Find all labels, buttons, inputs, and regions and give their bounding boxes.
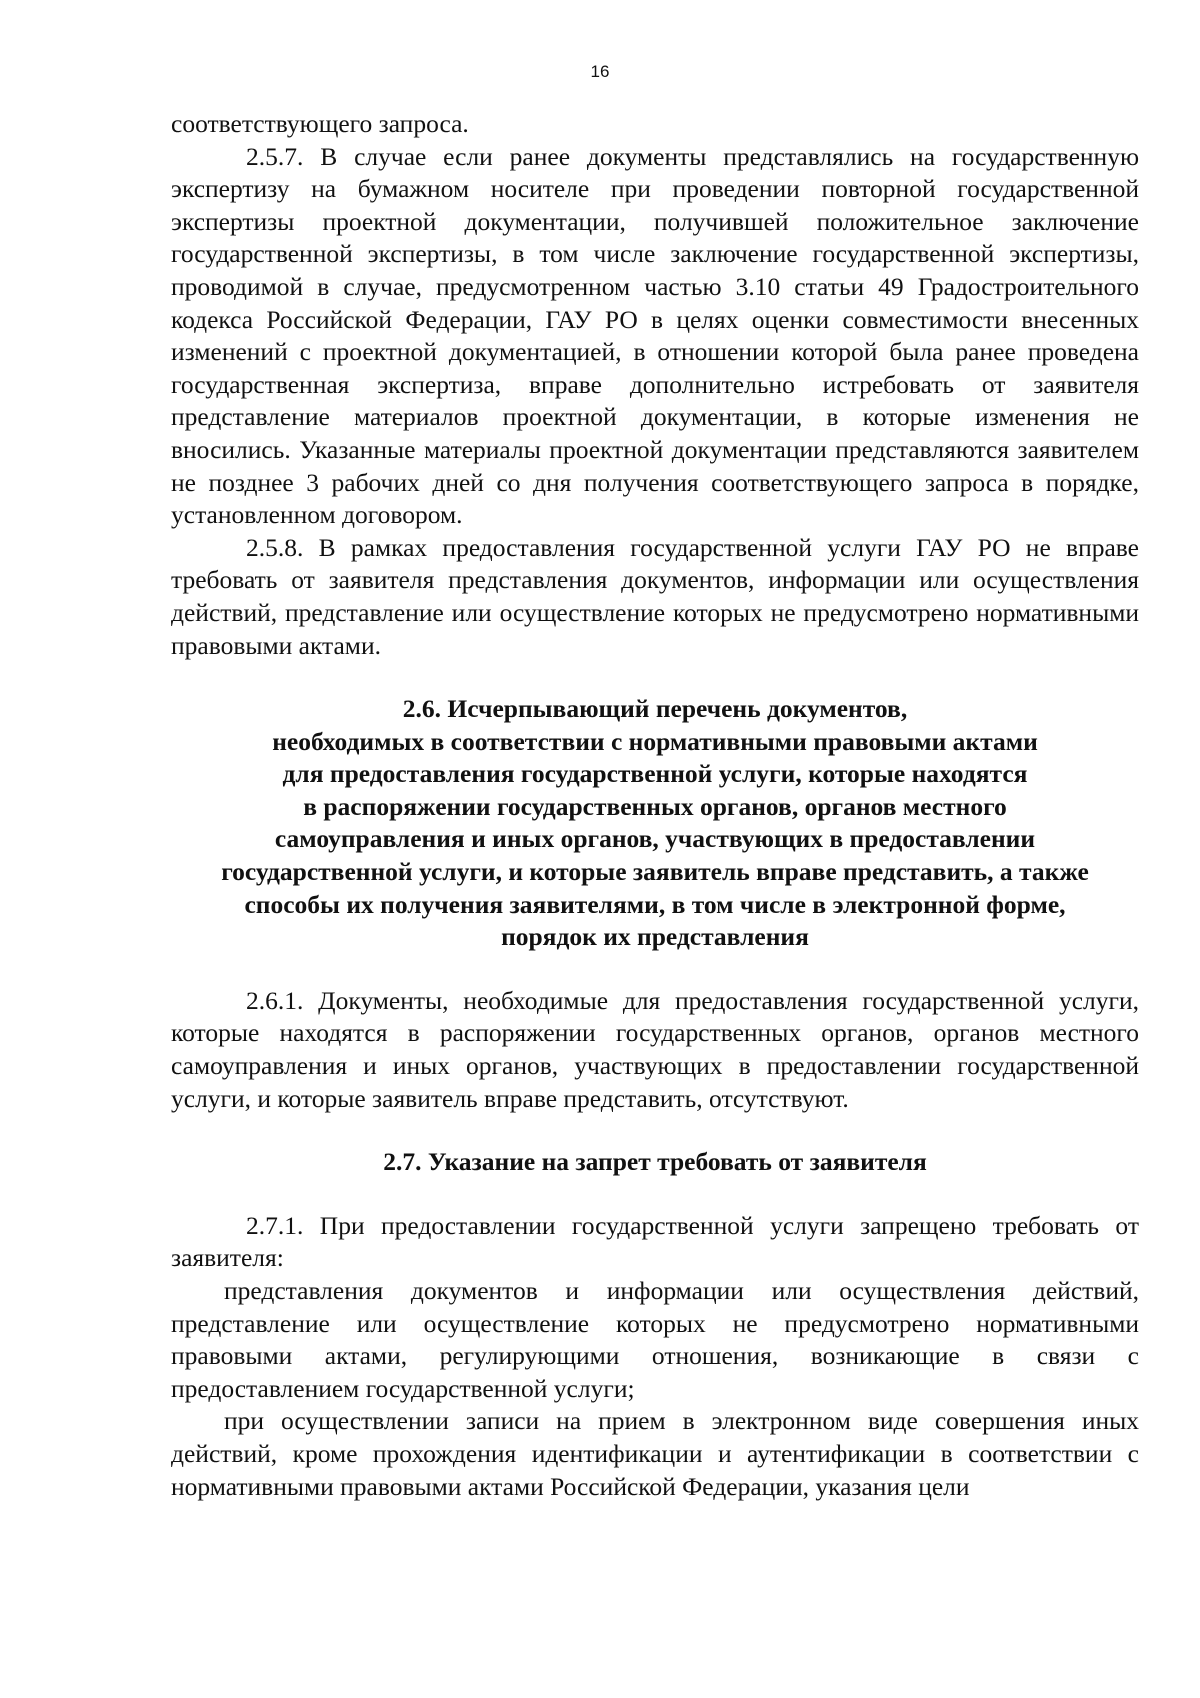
heading-2-6-line: способы их получения заявителями, в том числе в электронной форме, [244, 889, 1066, 919]
heading-2-6 [171, 693, 1139, 954]
paragraph-prohibition-1: представления документов и информации или осуществления действий, представление или осуществление которых не предусмотрено нормативными правовыми актами, регулирующими отношения, возникающие в связи с предоставлением государственной услуги; [171, 1276, 1139, 1403]
heading-2-6-line: в распоряжении государственных органов, органов местного [303, 791, 1007, 821]
paragraph-prohibition-2: при осуществлении записи на прием в электронном виде совершения иных действий, кроме прохождения идентификации и аутентификации в соответствии с нормативными правовыми актами Российской Федерации, указания цели [171, 1406, 1139, 1501]
heading-2-7: 2.7. Указание на запрет требовать от заявителя [383, 1147, 927, 1177]
paragraph-2-5-7: 2.5.7. В случае если ранее документы представлялись на государственную экспертизу на бумажном носителе при проведении повторной государственной экспертизы проектной документации, получившей положительное заключение государственной экспертизы, в том числе заключение государственной экспертизы, проводимой в случае, предусмотренном частью 3.10 статьи 49 Градостроительного кодекса Российской Федерации, ГАУ РО в целях оценки совместимости внесенных изменений с проектной документацией, в отношении которой была ранее проведена государственная экспертиза, вправе дополнительно истребовать от заявителя представление материалов проектной документации, в которые изменения не вносились. Указанные материалы проектной документации представляются заявителем не позднее 3 рабочих дней со дня получения соответствующего запроса в порядке, установленном договором. [171, 141, 1139, 530]
heading-2-6-line: самоуправления и иных органов, участвующих в предоставлении [274, 824, 1036, 854]
heading-2-6-line: 2.6. Исчерпывающий перечень документов, [402, 694, 908, 724]
paragraph-continuation: соответствующего запроса. [171, 109, 469, 138]
heading-2-6-line: для предоставления государственной услуги, которые находятся [282, 759, 1028, 789]
heading-2-6-line: порядок их представления [501, 922, 809, 952]
heading-2-6-line: необходимых в соответствии с нормативными правовыми актами [272, 726, 1038, 756]
paragraph-2-7-1: 2.7.1. При предоставлении государственной услуги запрещено требовать от заявителя: [171, 1210, 1139, 1273]
page-number: 16 [590, 62, 610, 81]
paragraph-2-5-8: 2.5.8. В рамках предоставления государственной услуги ГАУ РО не вправе требовать от заявителя представления документов, информации или осуществления действий, представление или осуществление которых не предусмотрено нормативными правовыми актами. [171, 532, 1139, 660]
heading-2-6-line: государственной услуги, и которые заявитель вправе представить, а также [221, 857, 1089, 887]
paragraph-2-6-1: 2.6.1. Документы, необходимые для предоставления государственной услуги, которые находятся в распоряжении государственных органов, органов местного самоуправления и иных органов, участвующих в предоставлении государственной услуги, и которые заявитель вправе представить, отсутствуют. [171, 985, 1139, 1113]
document-body [171, 108, 1139, 1503]
